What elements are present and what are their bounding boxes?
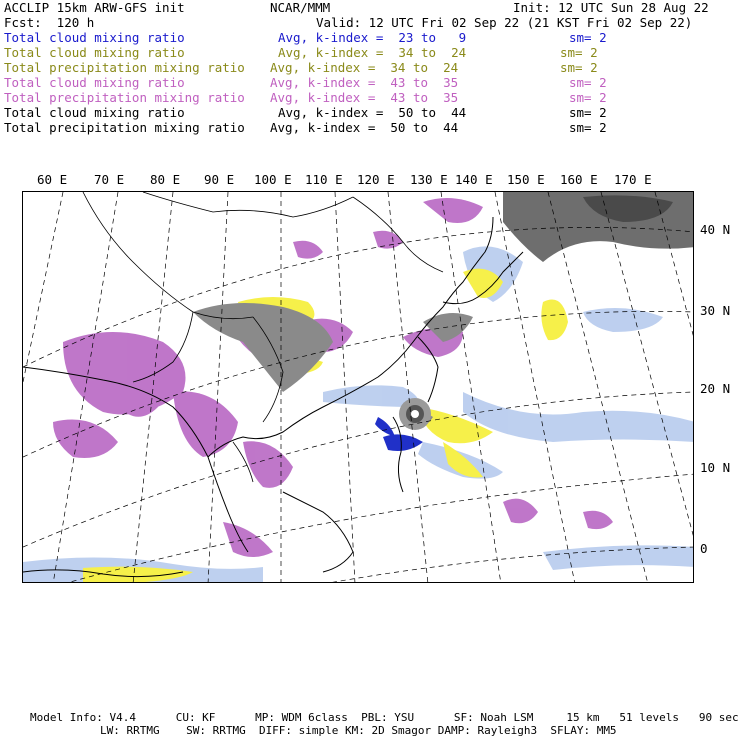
model-title: ACCLIP 15km ARW-GFS init	[4, 0, 185, 15]
longitude-label: 60 E	[37, 172, 68, 187]
latitude-label: 20 N	[700, 381, 731, 396]
field-avg-range: Avg, k-index = 34 to 24	[278, 45, 467, 60]
longitude-label: 160 E	[560, 172, 598, 187]
field-smoothing: sm= 2	[569, 30, 607, 45]
model-info-line1: Model Info: V4.4 CU: KF MP: WDM 6class PBL: YSU SF: Noah LSM 15 km 51 levels 90 sec	[30, 711, 739, 724]
field-smoothing: sm= 2	[569, 75, 607, 90]
longitude-label: 110 E	[305, 172, 343, 187]
field-avg-range: Avg, k-index = 50 to 44	[278, 105, 467, 120]
longitude-label: 70 E	[94, 172, 125, 187]
valid-time: Valid: 12 UTC Fri 02 Sep 22 (21 KST Fri 02 Sep 22)	[316, 15, 693, 30]
field-avg-range: Avg, k-index = 34 to 24	[270, 60, 459, 75]
latitude-label: 40 N	[700, 222, 731, 237]
map-panel	[22, 191, 694, 583]
latitude-label: 10 N	[700, 460, 731, 475]
latitude-label: 0	[700, 541, 708, 556]
field-name: Total precipitation mixing ratio	[4, 90, 245, 105]
field-smoothing: sm= 2	[560, 45, 598, 60]
field-smoothing: sm= 2	[569, 105, 607, 120]
field-avg-range: Avg, k-index = 43 to 35	[270, 90, 459, 105]
field-avg-range: Avg, k-index = 23 to 9	[278, 30, 467, 45]
field-smoothing: sm= 2	[569, 90, 607, 105]
org-label: NCAR/MMM	[270, 0, 331, 15]
longitude-label: 130 E	[410, 172, 448, 187]
init-time: Init: 12 UTC Sun 28 Aug 22	[513, 0, 709, 15]
precip-magenta-layer	[53, 198, 613, 557]
longitude-label: 90 E	[204, 172, 235, 187]
field-name: Total precipitation mixing ratio	[4, 120, 245, 135]
latitude-label: 30 N	[700, 303, 731, 318]
cloud-light-blue-layer	[23, 246, 694, 583]
model-info-line2: LW: RRTMG SW: RRTMG DIFF: simple KM: 2D Smagor DAMP: Rayleigh3 SFLAY: MM5	[100, 724, 617, 737]
field-name: Total cloud mixing ratio	[4, 30, 185, 45]
field-smoothing: sm= 2	[560, 60, 598, 75]
field-avg-range: Avg, k-index = 50 to 44	[270, 120, 459, 135]
longitude-label: 100 E	[254, 172, 292, 187]
field-name: Total cloud mixing ratio	[4, 45, 185, 60]
longitude-label: 120 E	[357, 172, 395, 187]
forecast-hour: Fcst: 120 h	[4, 15, 95, 30]
field-name: Total cloud mixing ratio	[4, 105, 185, 120]
field-avg-range: Avg, k-index = 43 to 35	[270, 75, 459, 90]
longitude-label: 80 E	[150, 172, 181, 187]
field-name: Total cloud mixing ratio	[4, 75, 185, 90]
field-name: Total precipitation mixing ratio	[4, 60, 245, 75]
longitude-label: 150 E	[507, 172, 545, 187]
map-canvas	[23, 192, 694, 583]
longitude-label: 170 E	[614, 172, 652, 187]
field-smoothing: sm= 2	[569, 120, 607, 135]
longitude-label: 140 E	[455, 172, 493, 187]
